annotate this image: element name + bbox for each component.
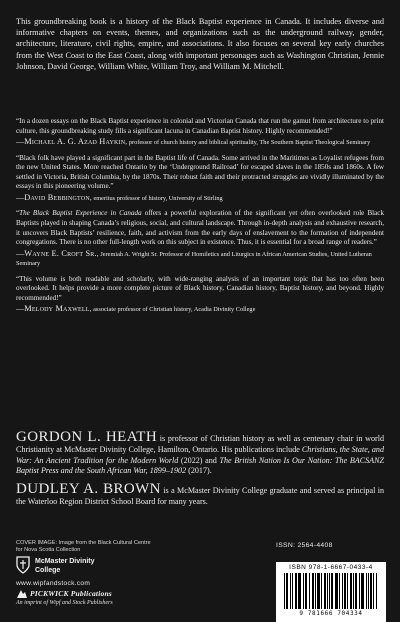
mcmaster-logo	[16, 556, 156, 578]
endorsement-quote	[16, 209, 384, 247]
barcode-digits: 9 781666 704334	[299, 610, 363, 617]
endorser-name: Melody Maxwell	[24, 304, 90, 314]
endorsement-haykin	[16, 117, 384, 148]
book-title-italic: Christians, the State, and War: An Ancient Tradition for the Modern World	[16, 444, 384, 465]
college-name	[35, 558, 95, 575]
endorsement-bebbington	[16, 154, 384, 204]
publisher-name: PICKWICK Publications	[30, 589, 112, 598]
publisher-logo	[16, 589, 216, 599]
bio-text: is a McMaster Divinity College graduate and served as principal in the Waterloo Region District School Board for many years.	[16, 486, 384, 506]
shield-icon	[16, 556, 30, 574]
bio-brown	[16, 481, 384, 508]
pickwick-icon	[16, 589, 28, 599]
bio-text: is professor of Christian history as well as centenary chair in world Christianity at McMaster Divinity College, Hamilton, Ontario. His publications include	[16, 434, 384, 454]
quote-open: “	[16, 209, 20, 218]
barcode	[276, 562, 386, 622]
bio-text: (2022) and	[178, 455, 220, 465]
endorser-name: David Bebbington	[24, 192, 90, 202]
endorsement-quote: “In a dozen essays on the Black Baptist experience in colonial and Victorian Canada that run the gamut from architecture to print culture, this groundbreaking study fills a significant lacuna in Canadian Baptist history. Highly recommended!”	[16, 117, 384, 135]
barcode-bars	[284, 573, 378, 609]
endorsements	[16, 117, 384, 321]
college-name-line1: McMaster Divinity	[35, 558, 95, 565]
issn: ISSN: 2564-4408	[276, 542, 333, 549]
isbn-text: ISBN 978-1-6667-0433-4	[289, 564, 373, 571]
endorsement-attribution: —Melody Maxwell, associate professor of Christian history, Acadia Divinity College	[16, 304, 256, 314]
endorsement-attribution: —Michael A. G. Azad Haykin, professor of church history and biblical spirituality, The Southern Baptist Theological Seminary	[16, 137, 371, 147]
cover-image-credit: COVER IMAGE: Image from the Black Cultural Centre for Nova Scotia Collection	[16, 540, 151, 553]
endorsement-attribution: —David Bebbington, emeritus professor of history, University of Stirling	[16, 192, 223, 202]
book-title-italic: The Black Baptist Experience in Canada	[19, 209, 142, 218]
endorser-affiliation: Jeremiah A. Wright Sr. Professor of Homiletics and Liturgics in African American Studies, United Lutheran Seminary	[16, 250, 372, 268]
author-bios	[16, 429, 384, 515]
endorser-affiliation: associate professor of Christian history, Acadia Divinity College	[93, 306, 256, 314]
bio-heath	[16, 429, 384, 477]
endorser-name: Wayne E. Croft Sr.	[24, 248, 97, 258]
author-name: GORDON L. HEATH	[16, 429, 158, 445]
college-name-line2: College	[35, 566, 61, 574]
endorser-affiliation: emeritus professor of history, University of Stirling	[93, 194, 223, 202]
bio-text: (2017).	[186, 466, 212, 476]
endorsement-croft	[16, 209, 384, 268]
endorsement-maxwell	[16, 275, 384, 315]
book-title-italic: The British Nation Is Our Nation: The BACSANZ Baptist Press and the South African War, 1899–1902	[16, 455, 384, 476]
endorsement-attribution: —Wayne E. Croft Sr., Jeremiah A. Wright Sr. Professor of Homiletics and Liturgics in African American Studies, United Lutheran Seminary	[16, 248, 372, 268]
publisher-website: www.wipfandstock.com	[16, 580, 91, 587]
endorser-name: Michael A. G. Azad Haykin	[24, 137, 126, 147]
endorser-affiliation: professor of church history and biblical spirituality, The Southern Baptist Theological Seminary	[128, 139, 371, 147]
endorsement-quote: “Black folk have played a significant part in the Baptist life of Canada. Some arrived in the Maritimes as Loyalist refugees from the new United States. More reached Ontario by the ‘Underground Railroad’ for escaped slaves in the 1850s and 1860s. A few settled in Victoria, British Columbia, by the 1870s. Their robust faith and their protracted struggles are vividly illuminated by the essays in this pioneering volume.”	[16, 153, 384, 191]
endorsement-quote: “This volume is both readable and scholarly, with wide-ranging analysis of an important topic that has too often been overlooked. It helps provide a more complete picture of Black history, Canadian history, Baptist history, and beyond. Highly recommended!”	[16, 274, 384, 302]
quote-body: offers a powerful exploration of the significant yet often overlooked role Black Baptists played in shaping Canada’s religious, social, and cultural landscape. Through in-depth analysis and exhaustive research, it uncovers Black Baptists’ resilience, faith, and activism from the early days of enslavement to the formation of independent congregations. There is no other full-length work on this subject in existence. Thus, it is essential for a broad range of readers.”	[16, 209, 384, 247]
book-description: This groundbreaking book is a history of the Black Baptist experience in Canada. It includes diverse and informative chapters on events, themes, and organizations such as the underground railway, gender, architecture, literature, civil rights, empire, and associations. It also focuses on several key early churches from the West Coast to the East Coast, along with important personages such as Washington Christian, Jennie Johnson, David George, William White, William Troy, and William M. Mitchell.	[16, 17, 384, 71]
footer	[0, 540, 400, 617]
author-name: DUDLEY A. BROWN	[16, 481, 161, 498]
imprint-line: An imprint of Wipf and Stock Publishers	[16, 600, 113, 606]
